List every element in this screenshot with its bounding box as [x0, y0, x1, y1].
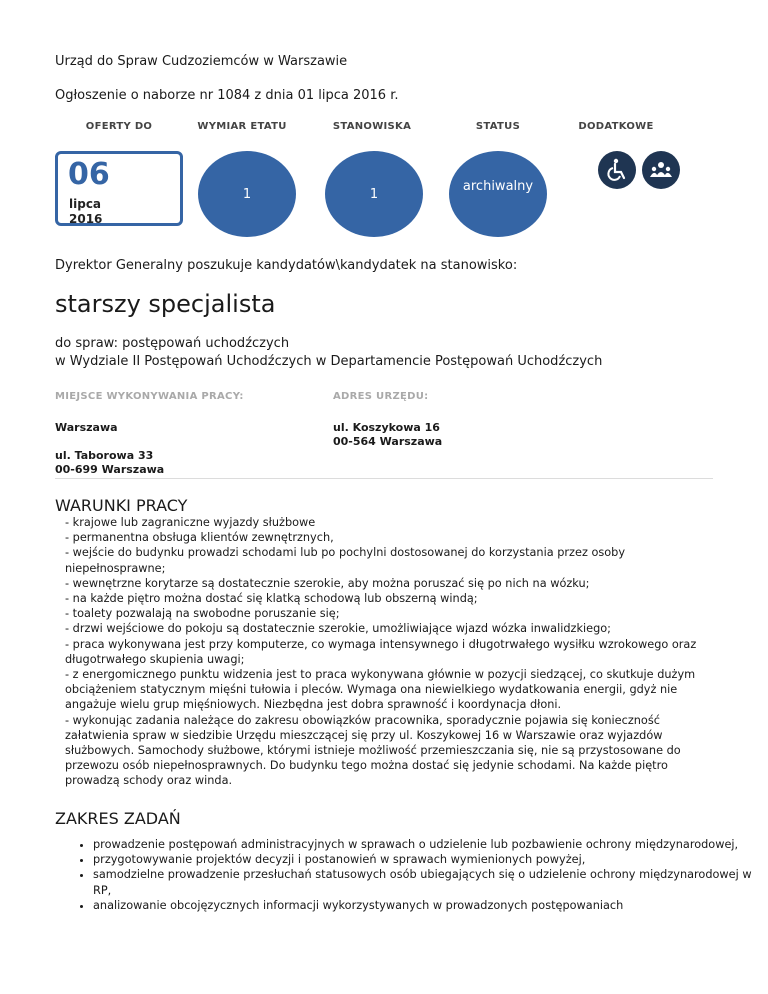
workplace-address: [55, 449, 164, 477]
workplace-label: MIEJSCE WYKONYWANIA PRACY:: [55, 391, 244, 402]
task-item: • przygotowywanie projektów decyzji i postanowień w sprawach wymienionych powyżej,: [93, 852, 753, 867]
condition-item: - krajowe lub zagraniczne wyjazdy służbowe: [65, 516, 316, 529]
condition-item: - praca wykonywana jest przy komputerze, co wymaga intensywnego i długotrwałego wysiłku wzrokowego oraz długotrwałego skupienia uwagi;: [65, 637, 697, 666]
workplace-address-line2: 00-699 Warszawa: [55, 463, 165, 476]
condition-item: - z energomicznego punktu widzenia jest to praca wykonywana głównie w pozycji siedzącej, co skutkuje dużym obciążeniem statycznym mięśni tułowia i pleców. Wymaga ona niewielkiego wydatkowania energii, gdyż nie angażuje wielu grup mięśniowych. Niezbędna jest dobra sprawność i koordynacja dłoni.: [65, 668, 696, 712]
positions-circle: [325, 151, 423, 237]
office-address-line1: ul. Koszykowa 16: [333, 421, 440, 434]
task-item: • analizowanie obcojęzycznych informacji wykorzystywanych w prowadzonych postępowaniach: [93, 898, 753, 913]
task-item: • samodzielne prowadzenie przesłuchań statusowych osób ubiegających się o udzielenie ochrony międzynarodowej w RP,: [93, 867, 753, 897]
workplace-address-line1: ul. Taborowa 33: [55, 449, 154, 462]
condition-item: - na każde piętro można dostać się klatką schodową lub obszerną windą;: [65, 592, 478, 606]
deadline-month-year: [69, 197, 102, 227]
status-circle: [449, 151, 547, 237]
conditions-list: [65, 515, 725, 789]
tasks-list: [55, 837, 753, 913]
column-offers-until: OFERTY DO: [85, 121, 153, 132]
announcement-title: Ogłoszenie o naborze nr 1084 z dnia 01 lipca 2016 r.: [55, 88, 399, 103]
deadline-year: 2016: [69, 212, 103, 226]
divider: [55, 478, 713, 479]
condition-item: - permanentna obsługa klientów zewnętrznych,: [65, 531, 334, 545]
task-item: • prowadzenie postępowań administracyjnych w sprawach o udzielenie lub pozbawienie ochrony międzynarodowej,: [93, 837, 753, 852]
workplace-city: Warszawa: [55, 421, 118, 434]
job-subtitle-1: do spraw: postępowań uchodźczych: [55, 336, 290, 351]
office-name: Urząd do Spraw Cudzoziemców w Warszawie: [55, 54, 348, 69]
office-address-label: ADRES URZĘDU:: [333, 391, 429, 402]
work-time-circle: [198, 151, 296, 237]
column-positions: STANOWISKA: [332, 121, 412, 132]
deadline-month: lipca: [69, 197, 102, 211]
deadline-date-box: [55, 151, 183, 226]
column-additional: DODATKOWE: [578, 121, 654, 132]
condition-item: - wejście do budynku prowadzi schodami lub po pochylni dostosowanej do korzystania przez osoby niepełnosprawne;: [65, 546, 626, 575]
column-status: STATUS: [475, 121, 521, 132]
status-value: archiwalny: [462, 179, 534, 194]
work-time-value: 1: [242, 187, 252, 202]
office-address-line2: 00-564 Warszawa: [333, 435, 443, 448]
condition-item: - toalety pozwalają na swobodne poruszanie się;: [65, 607, 340, 621]
job-title: starszy specjalista: [55, 290, 276, 318]
condition-item: - drzwi wejściowe do pokoju są dostatecznie szerokie, umożliwiające wjazd wózka inwalidzkiego;: [65, 622, 611, 636]
condition-item: - wewnętrzne korytarze są dostatecznie szerokie, aby można poruszać się po nich na wózku;: [65, 576, 590, 590]
intro-text: Dyrektor Generalny poszukuje kandydatów\kandydatek na stanowisko:: [55, 258, 518, 273]
wheelchair-icon: [598, 151, 636, 189]
conditions-heading: WARUNKI PRACY: [55, 496, 188, 515]
condition-item: - wykonując zadania należące do zakresu obowiązków pracownika, sporadycznie pojawia się konieczność załatwienia spraw w siedzibie Urzędu mieszczącej się przy ul. Koszykowej 16 w Warszawie oraz wyjazdów służbowych. Samochody służbowe, którymi istnieje możliwość przemieszczania się, nie są przystosowane do przewozu osób niepełnosprawnych. Do budynku tego można dostać się jedynie schodami. Na każde piętro prowadzą schody oraz winda.: [65, 713, 681, 788]
people-icon: [642, 151, 680, 189]
deadline-day: 06: [68, 157, 110, 192]
job-subtitle-2: w Wydziale II Postępowań Uchodźczych w Departamencie Postępowań Uchodźczych: [55, 354, 603, 369]
office-address: [333, 421, 442, 449]
tasks-heading: ZAKRES ZADAŃ: [55, 809, 181, 828]
positions-value: 1: [369, 187, 379, 202]
column-work-time: WYMIAR ETATU: [197, 121, 287, 132]
